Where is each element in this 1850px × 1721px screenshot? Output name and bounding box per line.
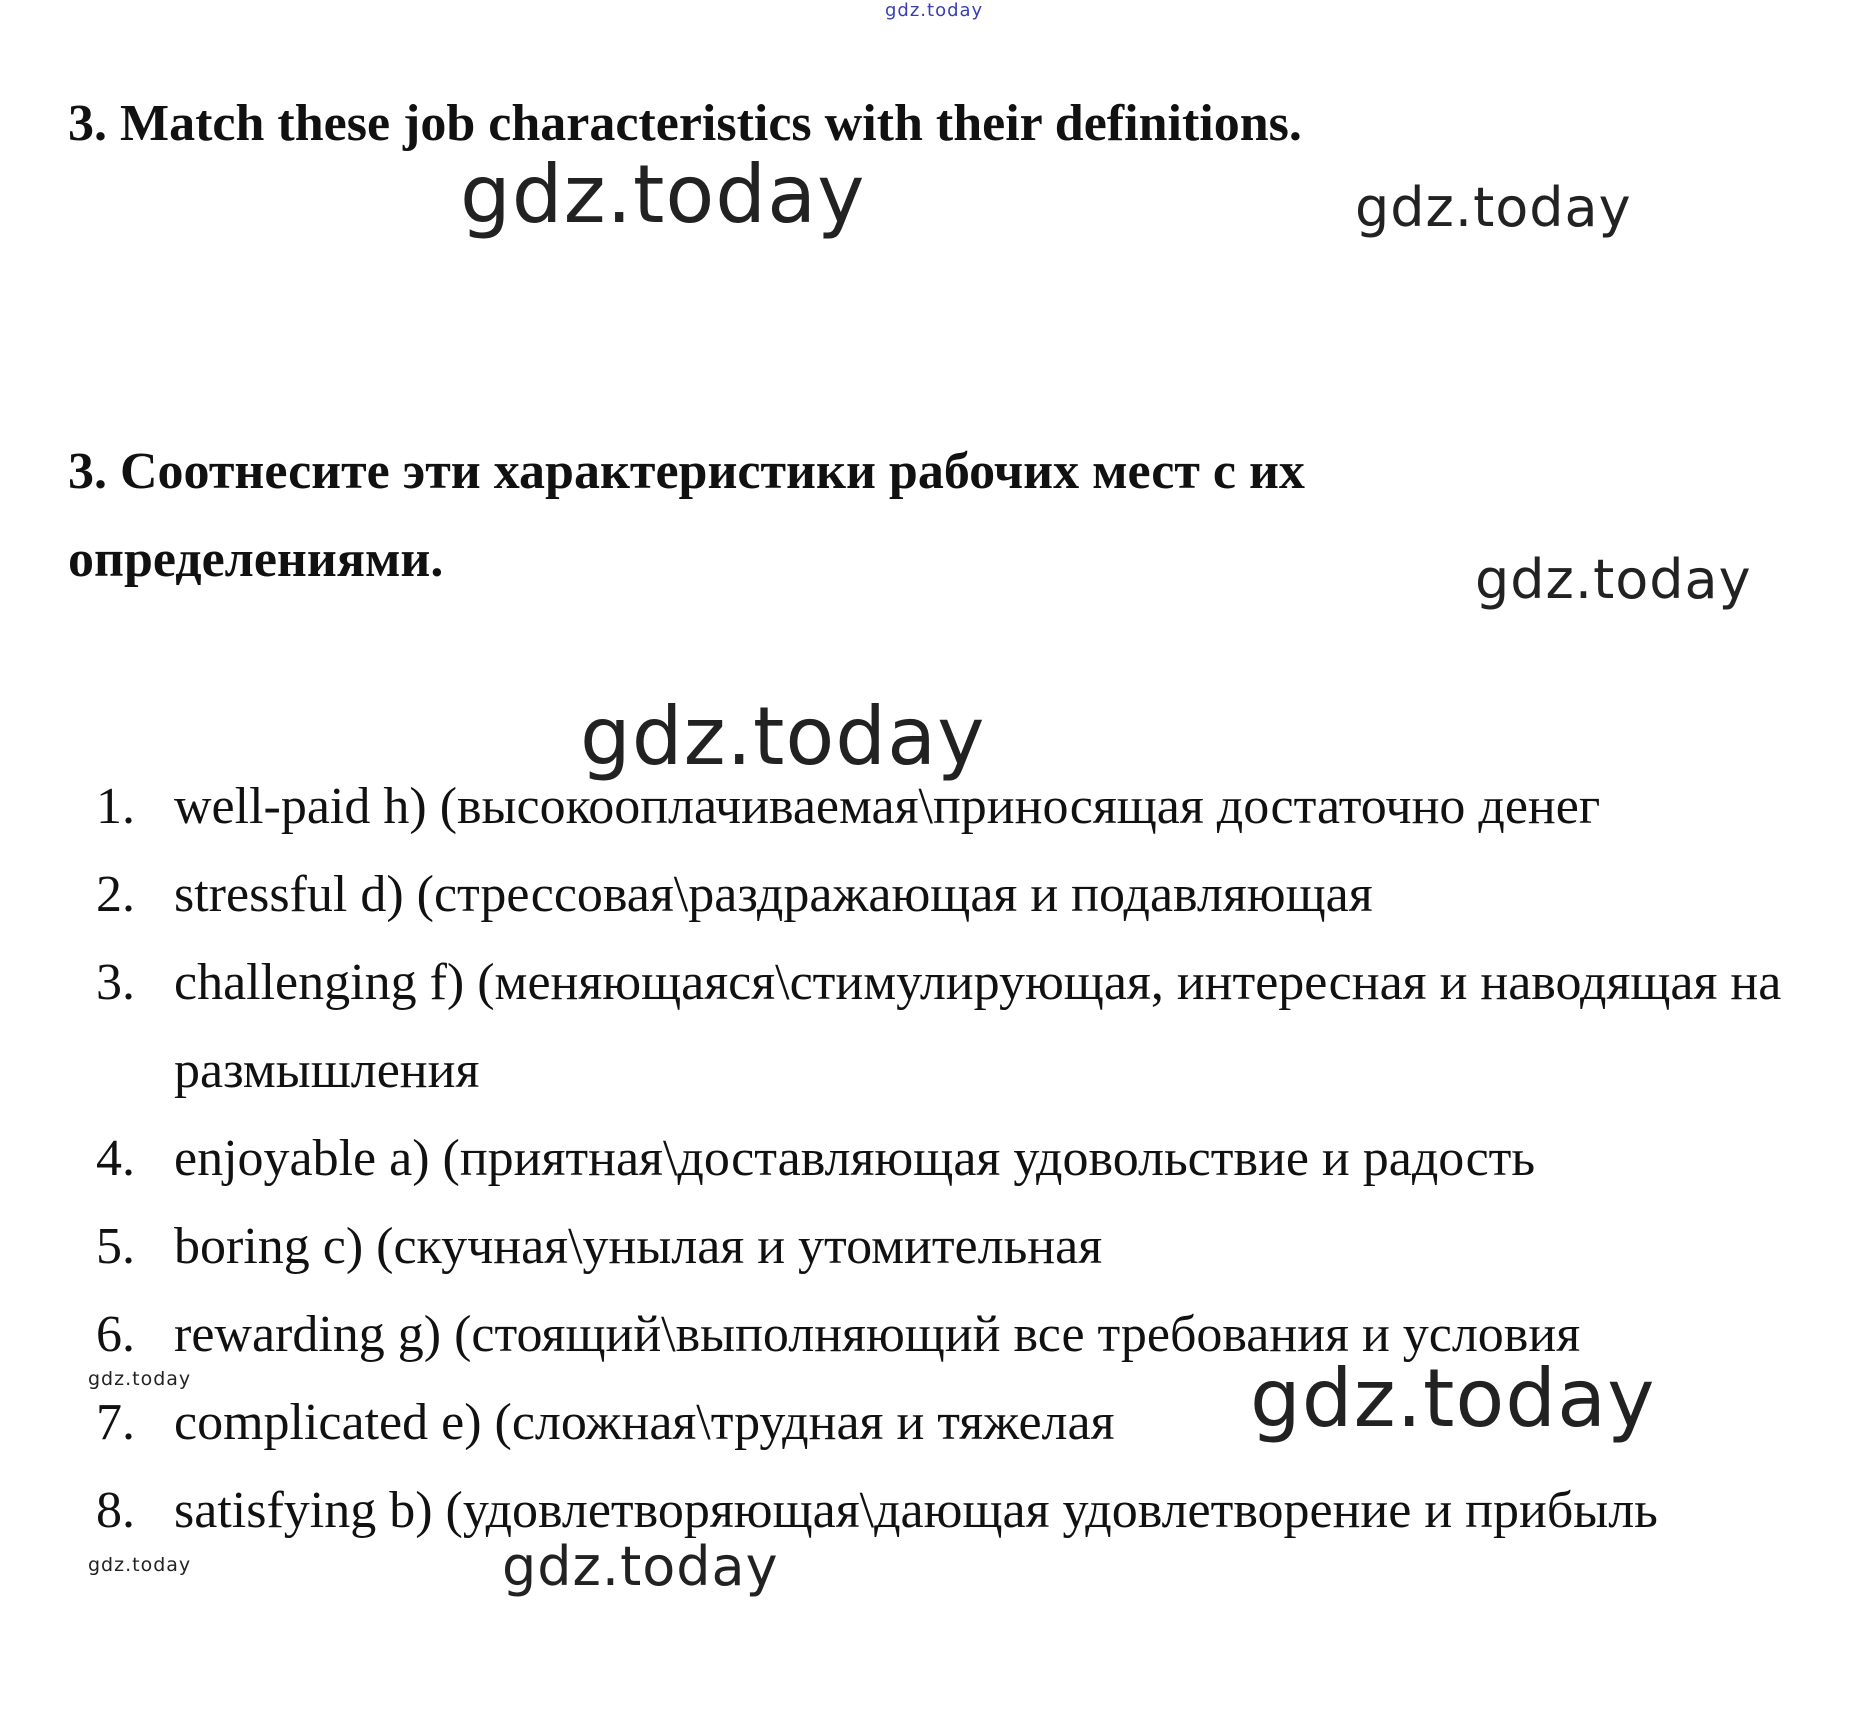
- answer-number: 4.: [96, 1130, 135, 1187]
- answer-text: stressful d) (стрессовая\раздражающая и подавляющая: [174, 866, 1373, 923]
- watermark: gdz.today: [88, 1554, 192, 1576]
- answer-number: 5.: [96, 1218, 135, 1275]
- answer-text: well-paid h) (высокооплачиваемая\приносящая достаточно денег: [174, 778, 1601, 835]
- answer-text: challenging f) (меняющаяся\стимулирующая, интересная и наводящая на размышления: [174, 954, 1782, 1099]
- answer-item-3: [96, 939, 1816, 1115]
- watermark: gdz.today: [502, 1535, 779, 1598]
- answer-number: 6.: [96, 1306, 135, 1363]
- task-heading-russian: 3. Соотнесите эти характеристики рабочих мест с их определениями.: [68, 443, 1305, 588]
- watermark: gdz.today: [1250, 1352, 1656, 1445]
- watermark-top: gdz.today: [885, 0, 984, 21]
- answer-item-5: [96, 1203, 1816, 1291]
- task-heading-english: 3. Match these job characteristics with their definitions.: [68, 95, 1302, 152]
- answer-text: enjoyable a) (приятная\доставляющая удовольствие и радость: [174, 1130, 1536, 1187]
- answer-number: 7.: [96, 1394, 135, 1451]
- answer-text: rewarding g) (стоящий\выполняющий все требования и условия: [174, 1306, 1581, 1363]
- answer-text: boring c) (скучная\унылая и утомительная: [174, 1218, 1103, 1275]
- answer-text: satisfying b) (удовлетворяющая\дающая удовлетворение и прибыль: [174, 1482, 1658, 1539]
- answer-text: complicated e) (сложная\трудная и тяжелая: [174, 1394, 1115, 1451]
- watermark: gdz.today: [88, 1368, 192, 1390]
- answer-number: 2.: [96, 866, 135, 923]
- answer-item-2: [96, 851, 1816, 939]
- watermark: gdz.today: [1355, 176, 1632, 239]
- watermark: gdz.today: [1475, 548, 1752, 611]
- watermark: gdz.today: [580, 690, 986, 783]
- answer-number: 3.: [96, 954, 135, 1011]
- watermark: gdz.today: [460, 148, 866, 241]
- answer-number: 1.: [96, 778, 135, 835]
- answer-item-8: [96, 1467, 1816, 1555]
- answer-number: 8.: [96, 1482, 135, 1539]
- answer-item-4: [96, 1115, 1816, 1203]
